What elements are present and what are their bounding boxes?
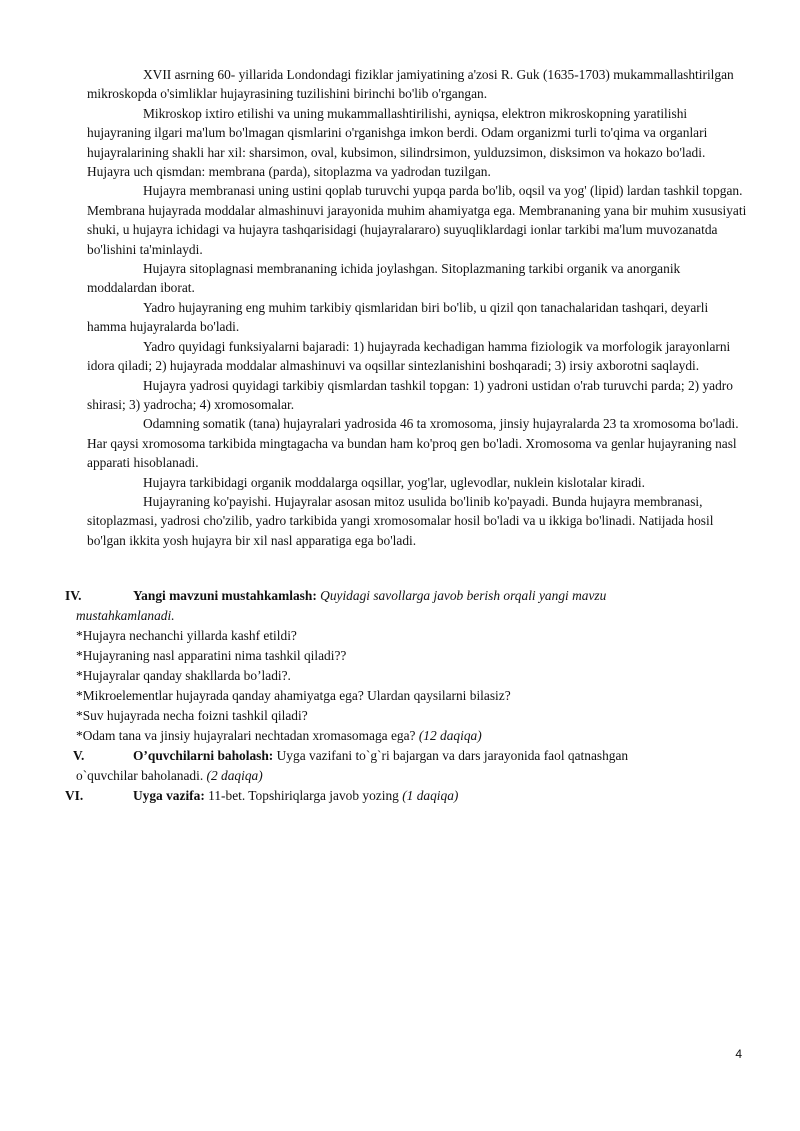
paragraph: Hujayra tarkibidagi organik moddalarga oqsillar, yog'lar, uglevodlar, nuklein kislotalar kiradi. [143, 474, 645, 490]
section-6-title: Uyga vazifa: [133, 788, 205, 803]
question-item-last [76, 726, 745, 746]
question-item: *Hujayralar qanday shakllarda bo’ladi?. [76, 668, 291, 683]
section-5-cont [65, 766, 745, 786]
paragraph: Yadro quyidagi funksiyalarni bajaradi: 1) hujayrada kechadigan hamma fiziologik va morfologik jarayonlarni idora qiladi; 2) hujayrada moddalar almashinuvi va oqsillar sintezlanishini boshqaradi; 3) irsiy axborotni saqlaydi. [87, 338, 731, 374]
section-5-heading [65, 746, 745, 766]
section-4-number: IV. [65, 588, 82, 603]
section-4-heading [65, 586, 745, 606]
body-text [87, 65, 747, 550]
paragraph: Mikroskop ixtiro etilishi va uning mukammallashtirilishi, ayniqsa, elektron mikroskopning yaratilishi hujayraning ilgari ma'lum bo'lmagan qismlarini o'rganishga imkon berdi. Odam organizmi turli to'qima va organlari hujayralarining shakli har xil: sharsimon, oval, kubsimon, silindrsimon, yulduzsimon, disksimon va hokazo bo'ladi. Hujayra uch qismdan: membrana (parda), sitoplazma va yadrodan tuzilgan. [87, 105, 708, 180]
section-5-text: Uyga vazifani to`g`ri bajargan va dars jarayonida faol qatnashgan [276, 748, 629, 763]
question-text: *Odam tana va jinsiy hujayralari nechtadan xromasomaga ega? [76, 728, 416, 743]
lesson-sections [65, 586, 745, 806]
question-item: *Hujayra nechanchi yillarda kashf etildi? [76, 628, 297, 643]
section-6-text: 11-bet. Topshiriqlarga javob yozing [208, 788, 399, 803]
section-6-heading [65, 786, 745, 806]
paragraph: Hujayra sitoplagnasi membrananing ichida joylashgan. Sitoplazmaning tarkibi organik va anorganik moddalardan iborat. [87, 261, 681, 296]
section-4-instruction-cont: mustahkamlanadi. [76, 608, 175, 623]
section-6-number: VI. [65, 788, 84, 803]
section-5-text-cont: o`quvchilar baholanadi. [76, 768, 204, 783]
paragraph: Hujayraning ko'payishi. Hujayralar asosan mitoz usulida bo'linib ko'payadi. Bunda hujayra membranasi, sitoplazmasi, yadrosi cho'zilib, yadro tarkibida yangi xromosomalar hosil bo'ladi va u ikkiga bo'linadi. Natijada hosil bo'lgan ikkita yosh hujayra bir xil nasl apparatiga ega bo'ladi. [87, 493, 714, 548]
section-4-title: Yangi mavzuni mustahkamlash: [133, 588, 317, 603]
paragraph: Odamning somatik (tana) hujayralari yadrosida 46 ta xromosoma, jinsiy hujayralarda 23 ta xromosoma bo'ladi. Har qaysi xromosoma tarkibida mingtagacha va bundan ham ko'proq gen bo'ladi. Xromosoma va genlar hujayraning nasl apparati hisoblanadi. [87, 416, 739, 471]
section-4-instruction: Quyidagi savollarga javob berish orqali yangi mavzu [320, 588, 607, 603]
section-5-time: (2 daqiqa) [206, 768, 263, 783]
section-5-number: V. [73, 748, 85, 763]
question-item: *Suv hujayrada necha foizni tashkil qiladi? [76, 708, 308, 723]
section-5-title: O’quvchilarni baholash: [133, 748, 274, 763]
section-6-time: (1 daqiqa) [402, 788, 459, 803]
paragraph: Hujayra membranasi uning ustini qoplab turuvchi yupqa parda bo'lib, oqsil va yog' (lipid) lardan tashkil topgan. Membrana hujayrada moddalar almashinuvi jarayonida muhim ahamiyatga ega. Membrananing yana bir muhim xususiyati shuki, u hujayra ichidagi va hujayra tashqarisidagi (hujayralararo) suyuqliklardagi ionlar tarkibi ma'lum muvozanatda bo'lishini ta'minlaydi. [87, 183, 747, 257]
paragraph: Yadro hujayraning eng muhim tarkibiy qismlaridan biri bo'lib, u qizil qon tanachalaridan tashqari, deyarli hamma hujayralarda bo'ladi. [87, 299, 709, 335]
question-list [65, 626, 745, 746]
paragraph: XVII asrning 60- yillarida Londondagi fiziklar jamiyatining a'zosi R. Guk (1635-1703) mukammallashtirilgan mikroskopda o'simliklar hujayrasining tuzilishini birinchi bo'lib o'rgangan. [87, 67, 734, 102]
question-item: *Hujayraning nasl apparatini nima tashkil qiladi?? [76, 648, 347, 663]
paragraph: Hujayra yadrosi quyidagi tarkibiy qismlardan tashkil topgan: 1) yadroni ustidan o'rab turuvchi parda; 2) yadro shirasi; 3) yadrocha; 4) xromosomalar. [87, 377, 733, 412]
page-number: 4 [735, 1047, 742, 1061]
question-item: *Mikroelementlar hujayrada qanday ahamiyatga ega? Ulardan qaysilarni bilasiz? [76, 688, 511, 703]
section-4-time: (12 daqiqa) [418, 728, 482, 743]
